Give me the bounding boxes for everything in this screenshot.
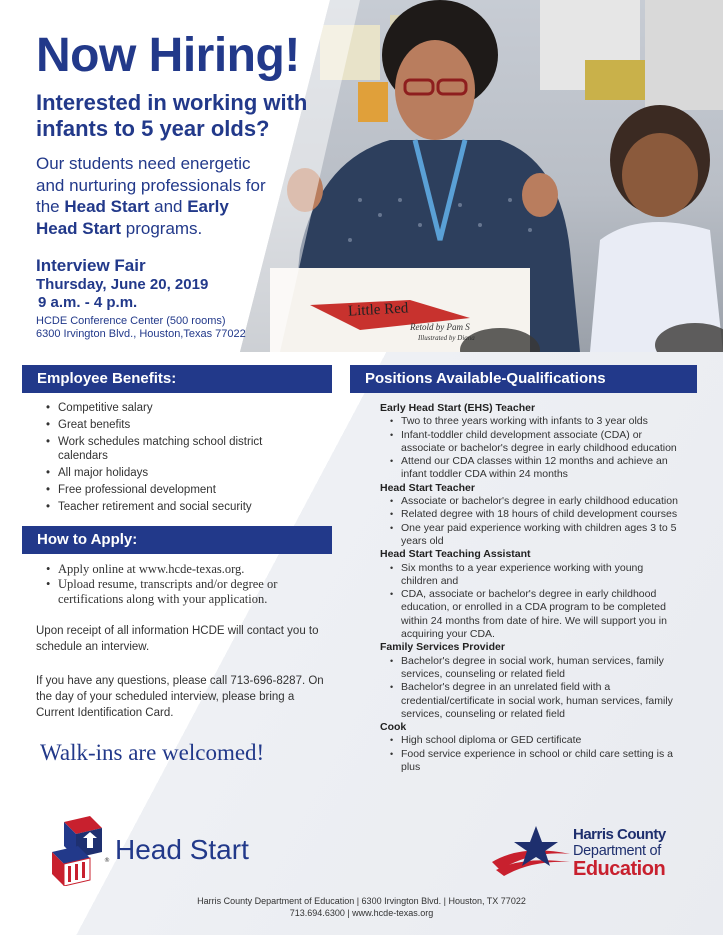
qualification-item: • Associate or bachelor's degree in early childhood education: [380, 495, 680, 508]
position-title: Head Start Teacher: [380, 481, 475, 494]
positions-heading: Positions Available-Qualifications: [350, 365, 697, 393]
head-start-logo-text: Head Start: [115, 834, 249, 865]
early-head-start-emphasis: Early Head Start: [36, 197, 229, 238]
fair-location-name: HCDE Conference Center (500 rooms): [36, 315, 226, 327]
interview-fair-date: Thursday, June 20, 2019: [36, 276, 209, 293]
hcde-logo-line2: Department of: [573, 843, 661, 859]
apply-list: [46, 562, 306, 607]
walkins-note: Walk-ins are welcomed!: [40, 740, 265, 765]
interview-fair-title: Interview Fair: [36, 256, 146, 275]
positions-list: [380, 402, 680, 774]
qualification-item: • One year paid experience working with children ages 3 to 5 years old: [380, 522, 680, 549]
qualification-list: [380, 655, 680, 721]
book-illustrated: Illustrated by Diana: [418, 334, 475, 342]
interview-fair-time: 9 a.m. - 4 p.m.: [38, 294, 138, 311]
fair-location-address: 6300 Irvington Blvd., Houston,Texas 77022: [36, 328, 246, 340]
head-start-emphasis: Head Start: [64, 197, 150, 216]
qualification-item: • Attend our CDA classes within 12 months and achieve an infant toddler CDA within 24 months: [380, 455, 680, 482]
benefit-item: • Teacher retirement and social security: [46, 500, 296, 514]
qualification-item: • Food service experience in school or child care setting is a plus: [380, 748, 680, 775]
head-start-logo-icon: [50, 814, 120, 886]
subtitle: Interested in working with infants to 5 year olds?: [36, 90, 308, 141]
svg-text:®: ®: [104, 857, 110, 864]
benefits-list: [46, 401, 296, 517]
book-retold: Retold by Pam S: [410, 322, 470, 332]
benefit-item: • Great benefits: [46, 418, 296, 432]
position-title: Family Services Provider: [380, 641, 505, 654]
qualification-item: • Related degree with 18 hours of child development courses: [380, 508, 680, 521]
qualification-item: • Bachelor's degree in social work, human services, family services, counseling or related field: [380, 655, 680, 682]
footer-address: Harris County Department of Education | 6300 Irvington Blvd. | Houston, TX 77022: [197, 896, 526, 906]
qualification-item: • CDA, associate or bachelor's degree in early childhood education, or enrolled in a CDA program to be completed within 24 months from date of hire. We will support you in acquiring your CDA.: [380, 588, 680, 641]
qualification-item: • Six months to a year experience working with young children and: [380, 562, 680, 589]
apply-heading: How to Apply:: [22, 526, 332, 554]
apply-paragraph-questions: If you have any questions, please call 713-696-8287. On the day of your scheduled interview, please bring a Current Identification Card.: [36, 675, 324, 719]
book-title: Little Red: [347, 300, 409, 320]
photo-diagonal-mask: [240, 0, 723, 352]
hcde-logo-line3: Education: [573, 858, 666, 880]
qualification-item: • Infant-toddler child development associate (CDA) or associate or bachelor's degree in early childhood education: [380, 429, 680, 456]
apply-step: • Apply online at www.hcde-texas.org.: [46, 562, 306, 577]
hcde-logo-line1: Harris County: [573, 826, 666, 843]
benefit-item: • Free professional development: [46, 483, 296, 497]
intro-text: Our students need energetic and nurturing professionals for the Head Start and Early Head Start programs.: [36, 154, 266, 238]
qualification-list: [380, 734, 680, 774]
position-title: Head Start Teaching Assistant: [380, 548, 531, 561]
interview-fair-location: [36, 315, 246, 341]
benefit-item: • All major holidays: [46, 466, 296, 480]
apply-paragraph-contact: Upon receipt of all information HCDE will contact you to schedule an interview.: [36, 625, 319, 653]
footer-contact: 713.694.6300 | www.hcde-texas.org: [289, 908, 434, 918]
qualification-item: • Two to three years working with infants to 3 year olds: [380, 415, 680, 428]
position-title: Cook: [380, 721, 407, 734]
hero-photo: [240, 0, 723, 352]
qualification-list: [380, 415, 680, 481]
benefit-item: • Competitive salary: [46, 401, 296, 415]
page-title: Now Hiring!: [36, 29, 300, 82]
qualification-item: • Bachelor's degree in an unrelated field with a credential/certificate in social work, human services, family services, counseling or related field: [380, 681, 680, 721]
qualification-list: [380, 562, 680, 642]
qualification-item: • High school diploma or GED certificate: [380, 734, 680, 747]
hcde-logo-icon: [492, 826, 572, 880]
apply-step: • Upload resume, transcripts and/or degree or certifications along with your application.: [46, 577, 306, 607]
benefit-item: • Work schedules matching school district calendars: [46, 435, 296, 463]
position-title: Early Head Start (EHS) Teacher: [380, 402, 536, 414]
benefits-heading: Employee Benefits:: [22, 365, 332, 393]
qualification-list: [380, 495, 680, 548]
